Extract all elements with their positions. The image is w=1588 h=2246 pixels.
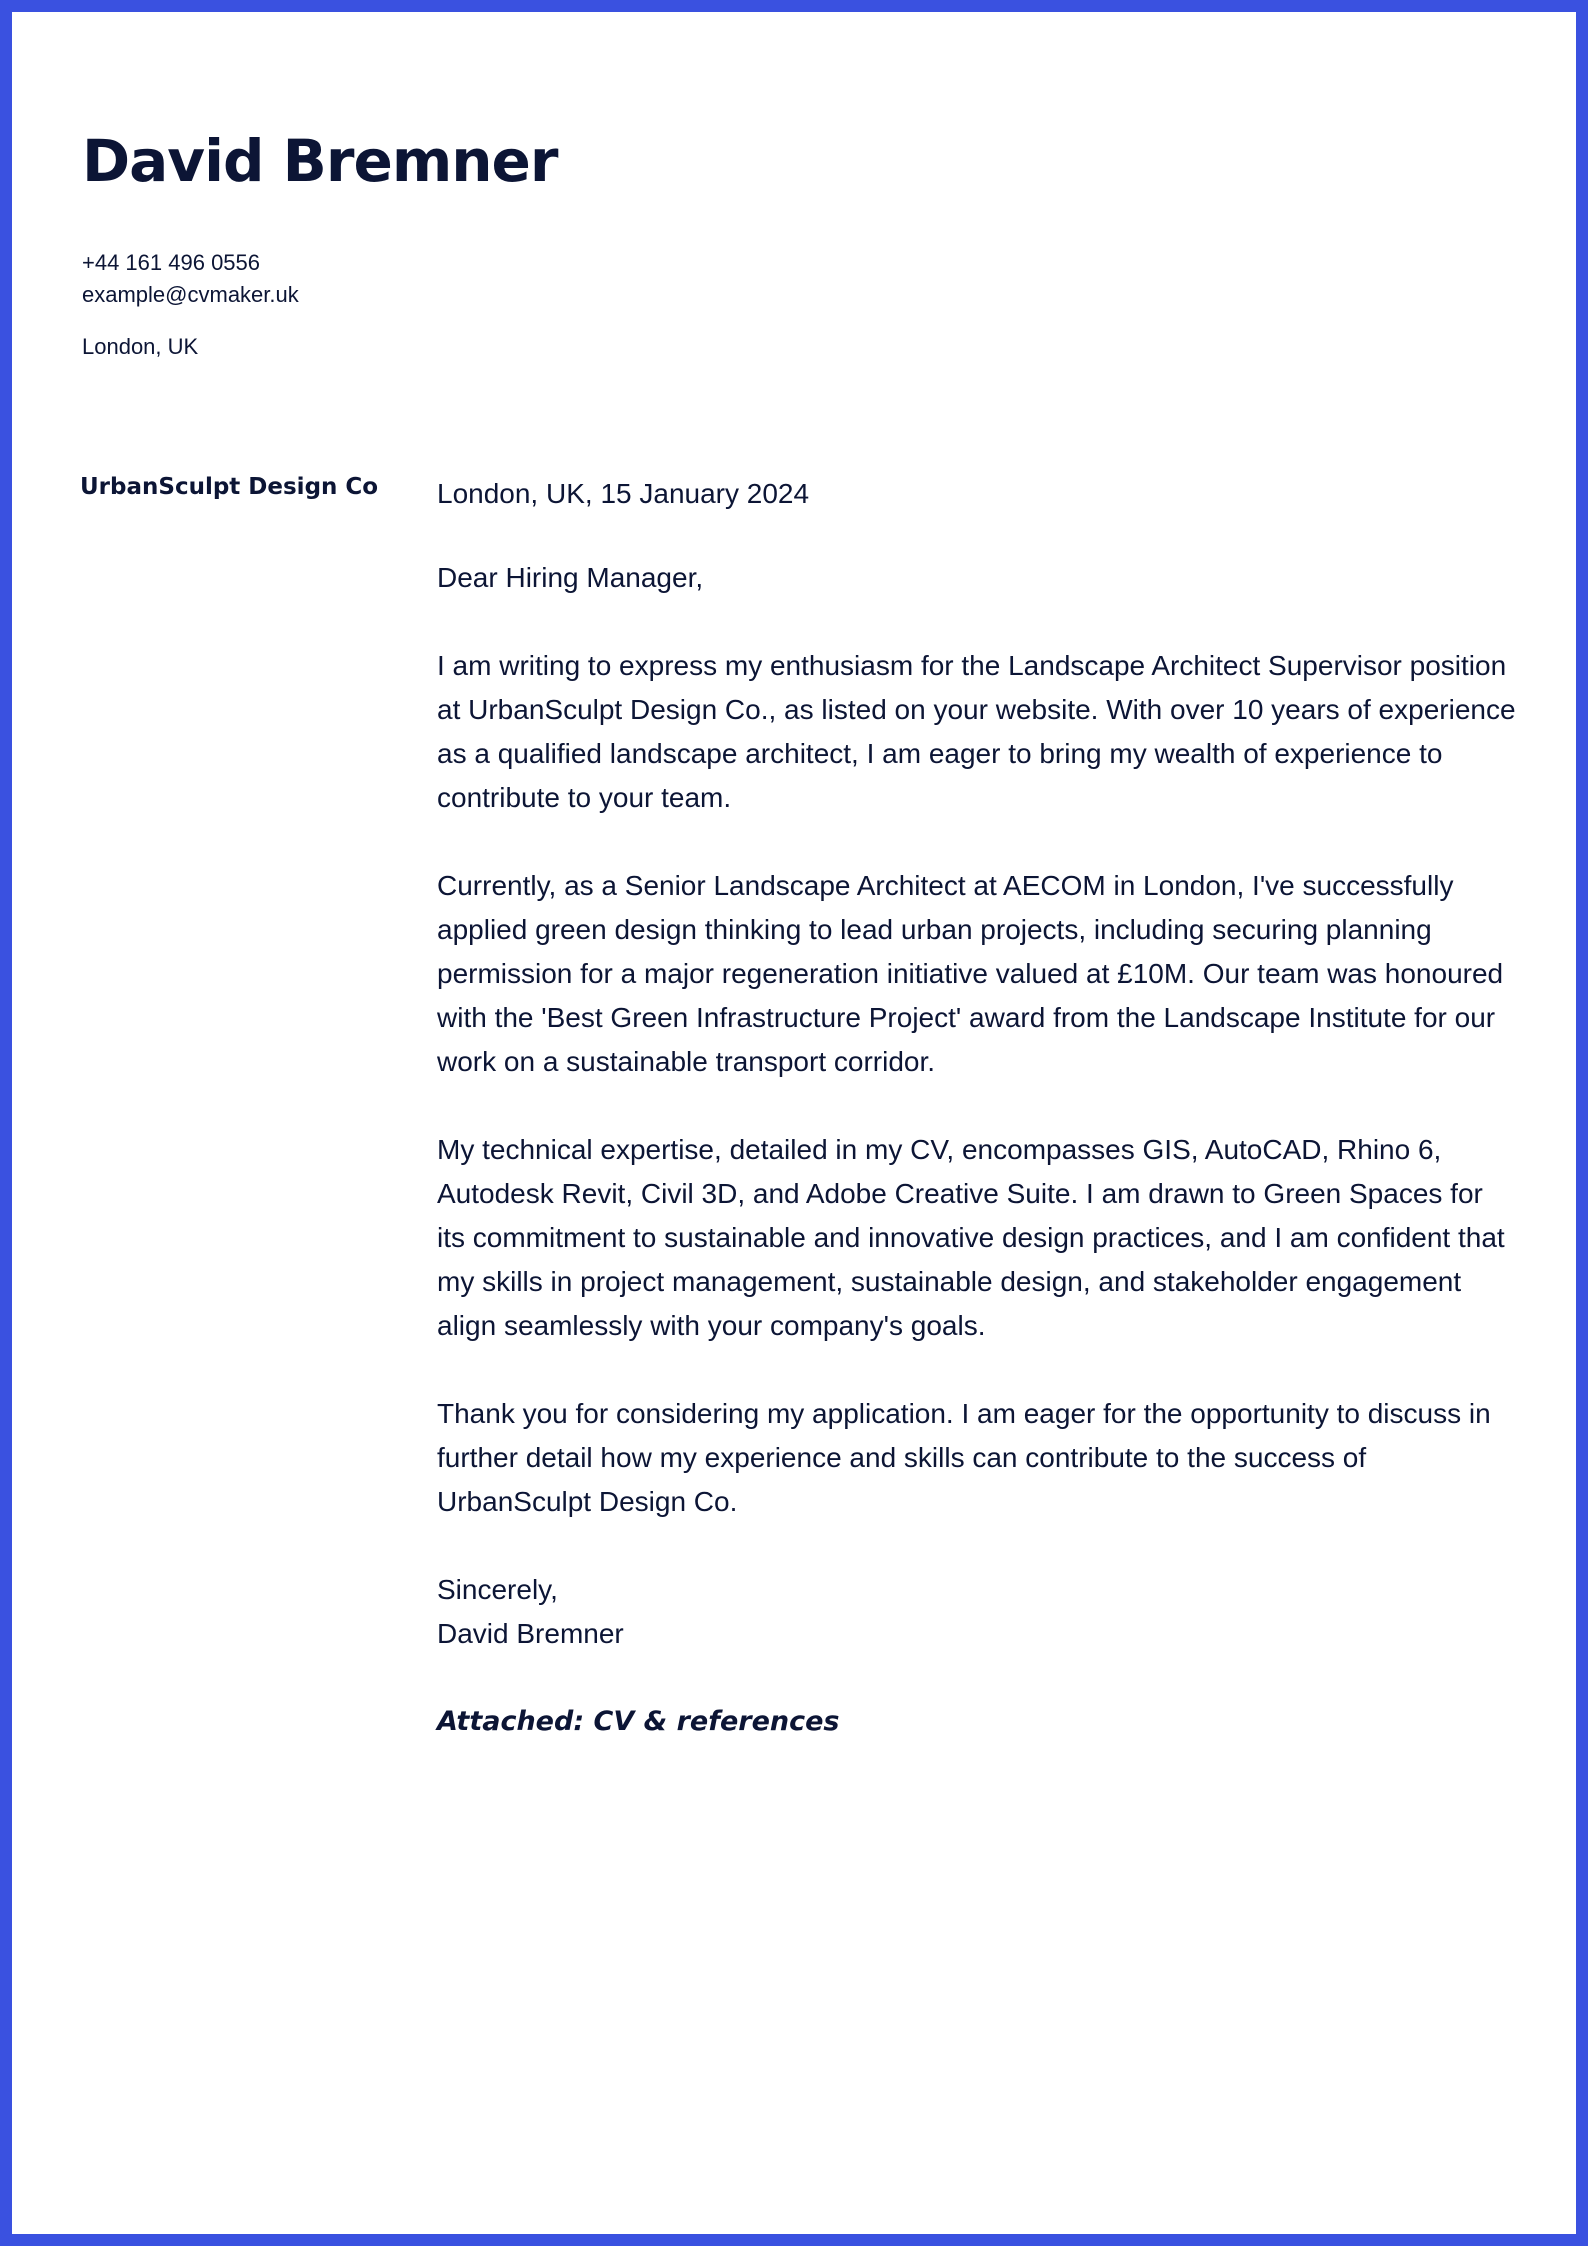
closing-block: [437, 1568, 1517, 1656]
letter-body: [437, 472, 1517, 1744]
location: London, UK: [82, 334, 199, 359]
phone-number: +44 161 496 0556: [82, 250, 261, 275]
paragraph: My technical expertise, detailed in my CV, encompasses GIS, AutoCAD, Rhino 6, Autodesk Revit, Civil 3D, and Adobe Creative Suite. I am drawn to Green Spaces for its commitment to sustainable and innovative design practices, and I am confident that my skills in project management, sustainable design, and stakeholder engagement align seamlessly with your company's goals.: [437, 1134, 1505, 1341]
attachments-note: Attached: CV & references: [437, 1706, 840, 1737]
recipient-company: UrbanSculpt Design Co: [80, 474, 379, 500]
email-address: example@cvmaker.uk: [82, 282, 299, 307]
greeting: Dear Hiring Manager,: [437, 562, 704, 593]
signature-name: David Bremner: [437, 1618, 624, 1649]
sign-off: Sincerely,: [437, 1574, 558, 1605]
date-line: London, UK, 15 January 2024: [437, 478, 810, 509]
paragraph: Thank you for considering my application. I am eager for the opportunity to discuss in further detail how my experience and skills can contribute to the success of UrbanSculpt Design Co.: [437, 1398, 1491, 1517]
paragraph: Currently, as a Senior Landscape Architect at AECOM in London, I've successfully applied green design thinking to lead urban projects, including securing planning permission for a major regeneration initiative valued at £10M. Our team was honoured with the 'Best Green Infrastructure Project' award from the Landscape Institute for our work on a sustainable transport corridor.: [437, 870, 1504, 1077]
contact-block: [82, 247, 299, 363]
applicant-name: David Bremner: [82, 127, 558, 195]
paragraph: I am writing to express my enthusiasm for the Landscape Architect Supervisor position at UrbanSculpt Design Co., as listed on your website. With over 10 years of experience as a qualified landscape architect, I am eager to bring my wealth of experience to contribute to your team.: [437, 650, 1516, 813]
